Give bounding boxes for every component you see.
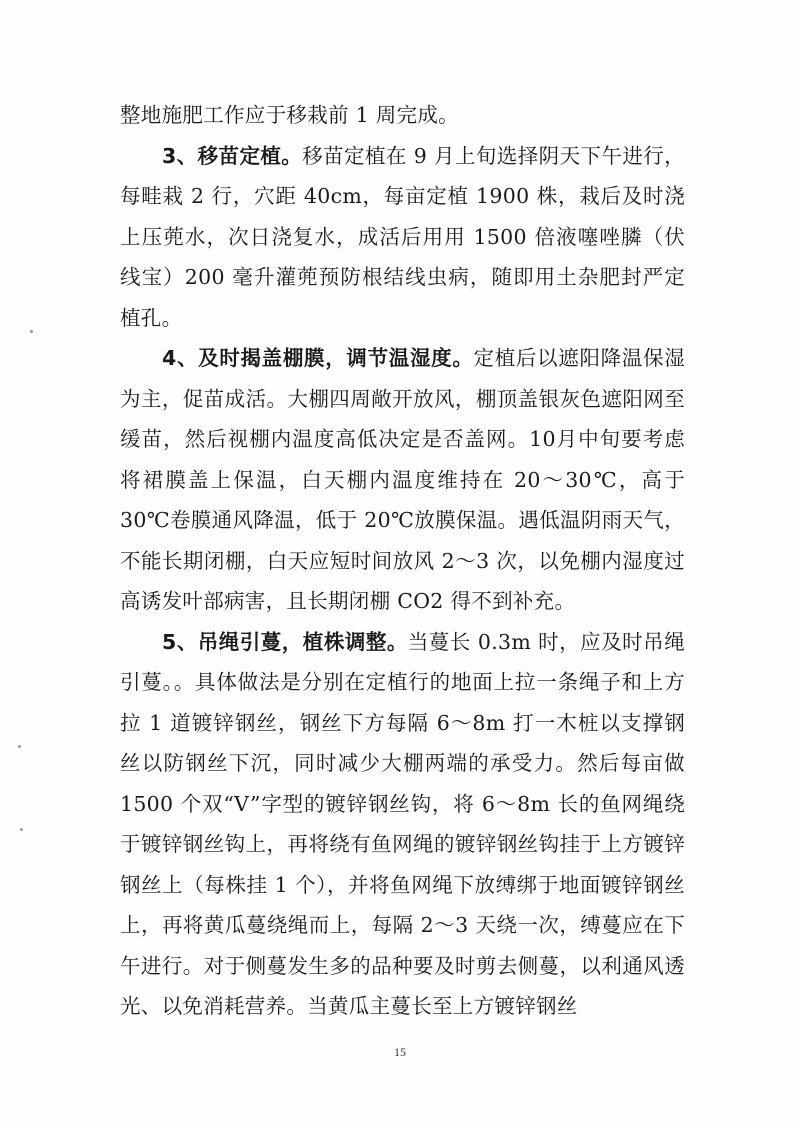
section-paragraph-5 bbox=[120, 622, 685, 1027]
scan-speck bbox=[18, 745, 21, 748]
section-paragraph-3 bbox=[120, 136, 685, 339]
section-heading-4: 4、及时揭盖棚膜，调节温湿度。 bbox=[162, 346, 474, 370]
intro-paragraph: 整地施肥工作应于移栽前 1 周完成。 bbox=[120, 103, 459, 127]
section-body-4: 定植后以遮阳降温保湿为主，促苗成活。大棚四周敞开放风，棚顶盖银灰色遮阳网至缓苗，然后视棚内温度高低决定是否盖网。10月中旬要考虑将裙膜盖上保温，白天棚内温度维持在 20～30℃，高于30℃卷膜通风降温，低于 20℃放膜保温。遇低温阴雨天气，不能长期闭棚，白天应短时间放风 2～3 次，以免棚内湿度过高诱发叶部病害，且长期闭棚 CO2 得不到补充。 bbox=[120, 346, 686, 613]
section-heading-5: 5、吊绳引蔓，植株调整。 bbox=[162, 629, 408, 654]
section-body-5: 当蔓长 0.3m 时，应及时吊绳引蔓。。具体做法是分别在定植行的地面上拉一条绳子和上方拉 1 道镀锌钢丝，钢丝下方每隔 6～8m 打一木桩以支撑钢丝以防钢丝下沉，同时减少大棚两端的承受力。然后每亩做1500 个双“V”字型的镀锌钢丝钩，将 6～8m 长的鱼网绳绕于镀锌钢丝钩上，再将绕有鱼网绳的镀锌钢丝钩挂于上方镀锌钢丝上（每株挂 1 个），并将鱼网绳下放缚绑于地面镀锌钢丝上，再将黄瓜蔓绕绳而上，每隔 2～3 天绕一次，缚蔓应在下午进行。对于侧蔓发生多的品种要及时剪去侧蔓，以利通风透光、以免消耗营养。当黄瓜主蔓长至上方镀锌钢丝 bbox=[120, 629, 685, 1018]
page-number: 15 bbox=[394, 1045, 406, 1059]
section-paragraph-4 bbox=[120, 338, 685, 622]
scan-speck bbox=[30, 330, 33, 333]
document-body bbox=[120, 95, 685, 1027]
section-body-3: 移苗定植在 9 月上旬选择阴天下午进行，每畦栽 2 行，穴距 40cm，每亩定植 1900 株，栽后及时浇上压蔸水，次日浇复水，成活后用用 1500 倍液噻唑膦（伏线宝）200 毫升灌蔸预防根结线虫病，随即用土杂肥封严定植孔。 bbox=[120, 143, 685, 330]
section-heading-3: 3、移苗定植。 bbox=[162, 143, 303, 168]
scan-speck bbox=[20, 828, 23, 831]
